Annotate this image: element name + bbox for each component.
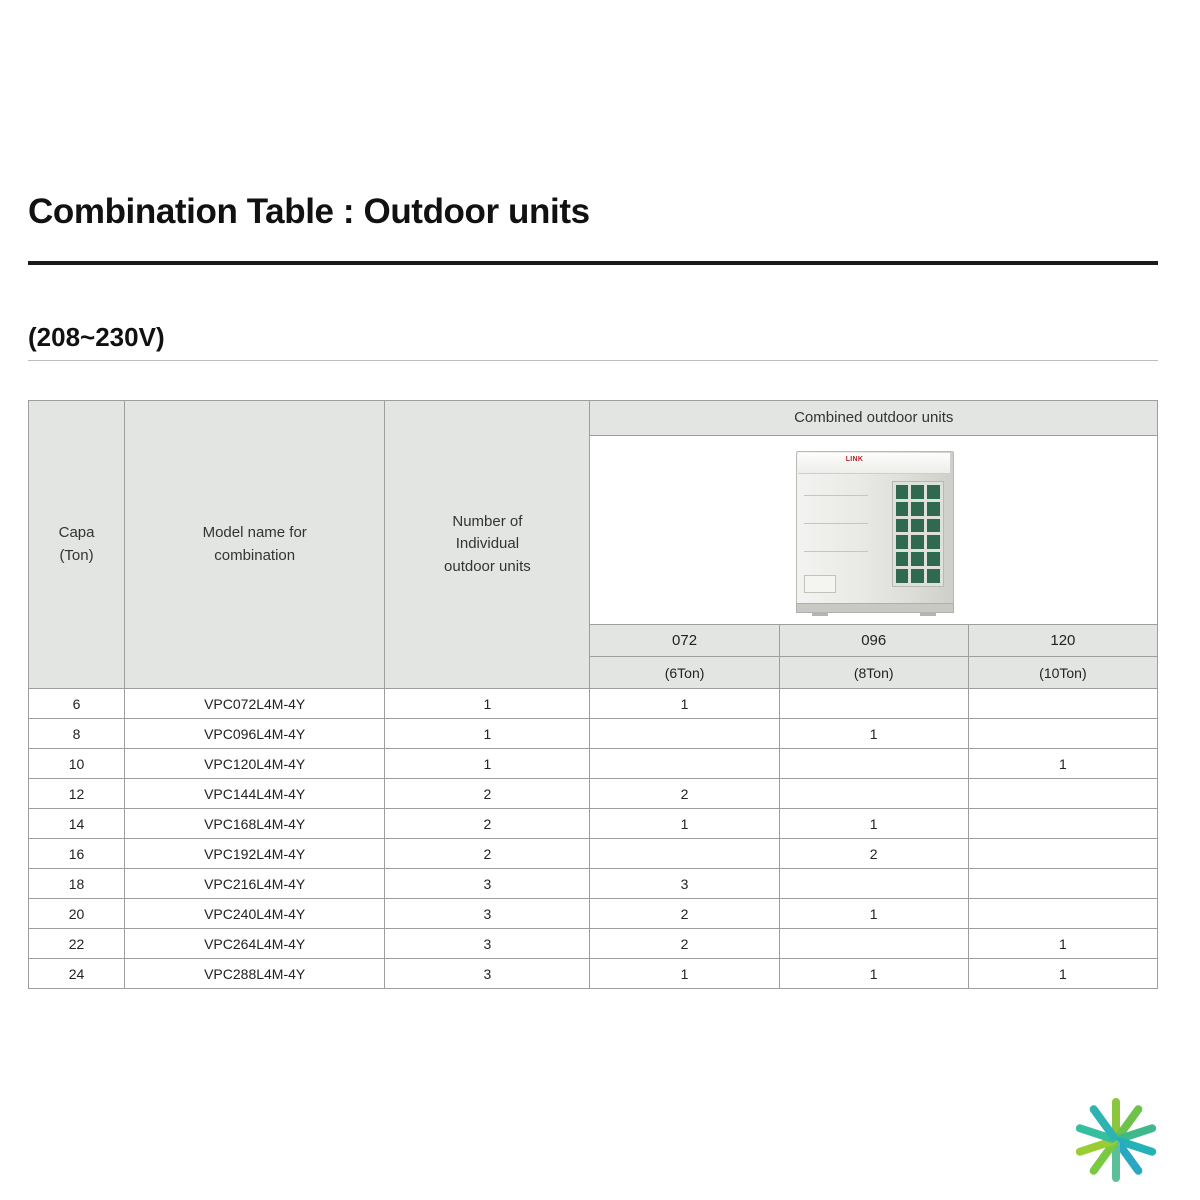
cell-model: VPC240L4M-4Y xyxy=(125,899,385,929)
cell-unit-072: 1 xyxy=(590,689,779,719)
cell-model: VPC144L4M-4Y xyxy=(125,779,385,809)
cell-unit-072: 2 xyxy=(590,779,779,809)
cell-unit-072: 2 xyxy=(590,899,779,929)
subtitle-divider xyxy=(28,360,1158,361)
cell-model: VPC168L4M-4Y xyxy=(125,809,385,839)
cell-capa: 24 xyxy=(29,959,125,989)
page-title: Combination Table : Outdoor units xyxy=(28,192,590,231)
cell-capa: 6 xyxy=(29,689,125,719)
cell-model: VPC096L4M-4Y xyxy=(125,719,385,749)
title-divider xyxy=(28,261,1158,265)
cell-number-of-units: 3 xyxy=(385,959,590,989)
table-row xyxy=(29,689,1158,719)
cell-number-of-units: 3 xyxy=(385,869,590,899)
unit-service-plate xyxy=(804,575,836,593)
cell-capa: 18 xyxy=(29,869,125,899)
header-combined-units: Combined outdoor units xyxy=(590,401,1158,436)
cell-unit-096 xyxy=(779,749,968,779)
cell-unit-120 xyxy=(968,809,1157,839)
header-unit-ton-120: (10Ton) xyxy=(968,657,1157,689)
outdoor-unit-image xyxy=(590,436,1157,624)
header-unit-ton-072: (6Ton) xyxy=(590,657,779,689)
unit-top-strip xyxy=(798,453,950,474)
cell-number-of-units: 1 xyxy=(385,689,590,719)
unit-panel-line xyxy=(804,523,868,524)
header-model xyxy=(125,401,385,689)
cell-model: VPC120L4M-4Y xyxy=(125,749,385,779)
table-row xyxy=(29,869,1158,899)
table-row xyxy=(29,809,1158,839)
cell-unit-096: 1 xyxy=(779,959,968,989)
cell-unit-072 xyxy=(590,719,779,749)
cell-unit-096: 1 xyxy=(779,899,968,929)
header-unit-code-120: 120 xyxy=(968,625,1157,657)
cell-capa: 8 xyxy=(29,719,125,749)
cell-unit-120: 1 xyxy=(968,749,1157,779)
outdoor-unit-image-cell xyxy=(590,436,1158,625)
table-row xyxy=(29,899,1158,929)
voltage-subtitle: (208~230V) xyxy=(28,322,165,352)
cell-capa: 20 xyxy=(29,899,125,929)
cell-unit-096 xyxy=(779,779,968,809)
cell-model: VPC288L4M-4Y xyxy=(125,959,385,989)
combination-table-wrapper xyxy=(28,400,1158,989)
cell-capa: 10 xyxy=(29,749,125,779)
cell-capa: 14 xyxy=(29,809,125,839)
cell-model: VPC264L4M-4Y xyxy=(125,929,385,959)
cell-unit-120: 1 xyxy=(968,929,1157,959)
cell-unit-072: 2 xyxy=(590,929,779,959)
cell-capa: 16 xyxy=(29,839,125,869)
cell-number-of-units: 1 xyxy=(385,719,590,749)
table-header xyxy=(29,401,1158,689)
header-model-line1: Model name for xyxy=(202,524,307,541)
cell-unit-120 xyxy=(968,779,1157,809)
cell-unit-072 xyxy=(590,749,779,779)
cell-number-of-units: 3 xyxy=(385,899,590,929)
cell-unit-120: 1 xyxy=(968,959,1157,989)
cell-unit-096 xyxy=(779,869,968,899)
cell-number-of-units: 2 xyxy=(385,839,590,869)
table-row xyxy=(29,749,1158,779)
cell-model: VPC192L4M-4Y xyxy=(125,839,385,869)
header-capa xyxy=(29,401,125,689)
header-model-line2: combination xyxy=(214,546,296,564)
cell-unit-120 xyxy=(968,839,1157,869)
combination-table xyxy=(28,400,1158,989)
table-row xyxy=(29,929,1158,959)
cell-unit-072 xyxy=(590,839,779,869)
cell-unit-120 xyxy=(968,689,1157,719)
unit-panel-line xyxy=(804,495,868,496)
header-number-line2: Individual xyxy=(455,535,520,553)
cell-unit-120 xyxy=(968,899,1157,929)
cell-model: VPC216L4M-4Y xyxy=(125,869,385,899)
cell-number-of-units: 2 xyxy=(385,809,590,839)
header-number-line3: outdoor units xyxy=(444,557,531,575)
cell-model: VPC072L4M-4Y xyxy=(125,689,385,719)
header-capa-label: Capa xyxy=(58,524,95,541)
cell-capa: 22 xyxy=(29,929,125,959)
outdoor-unit-illustration xyxy=(790,447,958,613)
cell-capa: 12 xyxy=(29,779,125,809)
header-number-line1: Number of xyxy=(452,512,523,530)
table-body xyxy=(29,689,1158,989)
table-row xyxy=(29,779,1158,809)
cell-number-of-units: 1 xyxy=(385,749,590,779)
unit-logo: LINK xyxy=(845,456,864,463)
unit-foot xyxy=(920,612,936,616)
cell-unit-096: 1 xyxy=(779,719,968,749)
unit-panel-line xyxy=(804,551,868,552)
cell-unit-072: 1 xyxy=(590,809,779,839)
table-row xyxy=(29,959,1158,989)
header-row-1 xyxy=(29,401,1158,436)
cell-unit-120 xyxy=(968,869,1157,899)
cell-unit-072: 1 xyxy=(590,959,779,989)
starburst-logo xyxy=(1068,1092,1164,1188)
cell-unit-096 xyxy=(779,689,968,719)
cell-unit-096: 2 xyxy=(779,839,968,869)
unit-grille xyxy=(892,481,944,587)
header-unit-code-096: 096 xyxy=(779,625,968,657)
cell-number-of-units: 2 xyxy=(385,779,590,809)
header-unit-ton-096: (8Ton) xyxy=(779,657,968,689)
cell-number-of-units: 3 xyxy=(385,929,590,959)
unit-foot xyxy=(812,612,828,616)
header-unit-code-072: 072 xyxy=(590,625,779,657)
table-row xyxy=(29,839,1158,869)
header-number-units xyxy=(385,401,590,689)
cell-unit-096: 1 xyxy=(779,809,968,839)
table-row xyxy=(29,719,1158,749)
cell-unit-120 xyxy=(968,719,1157,749)
header-capa-unit: (Ton) xyxy=(59,546,94,564)
cell-unit-096 xyxy=(779,929,968,959)
cell-unit-072: 3 xyxy=(590,869,779,899)
